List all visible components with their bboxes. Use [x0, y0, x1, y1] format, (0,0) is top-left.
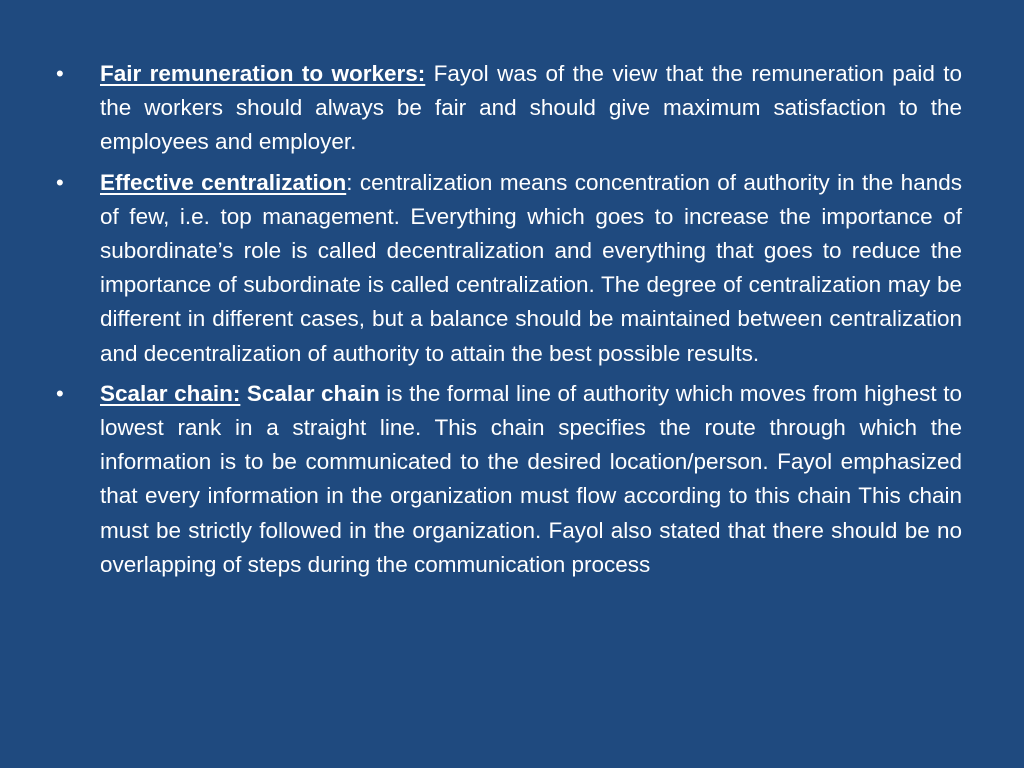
bullet-fair-remuneration [56, 57, 962, 160]
bullet-list [56, 57, 962, 588]
term-effective-centralization: Effective centralization [100, 169, 347, 195]
term-scalar-chain: Scalar chain: [100, 380, 241, 406]
term-scalar-chain-bold: Scalar chain [240, 380, 380, 406]
bullet-effective-centralization [56, 166, 962, 371]
bullet-scalar-chain [56, 377, 962, 582]
term-fair-remuneration: Fair remuneration to workers: [100, 61, 426, 86]
bullet-text-scalar-chain: is the formal line of authority which moves from highest to lowest rank in a straight line. This chain specifies the route through which the information is to be communicated to the desired location/person. Fayol emphasized that every information in the organization must flow according to this chain This chain must be strictly followed in the organization. Fayol also stated that there should be no overlapping of steps during the communication process [100, 380, 962, 577]
bullet-text-fair-remuneration: Fayol was of the view that the remuneration paid to the workers should always be fair and should give maximum satisfaction to the employees and employer. [100, 61, 963, 155]
bullet-text-effective-centralization: : centralization means concentration of authority in the hands of few, i.e. top management. Everything which goes to increase the importance of subordinate’s role is called decentralization and everything that goes to reduce the importance of subordinate is called centralization. The degree of centralization may be different in different cases, but a balance should be maintained between centralization and decentralization of authority to attain the best possible results. [100, 169, 962, 366]
